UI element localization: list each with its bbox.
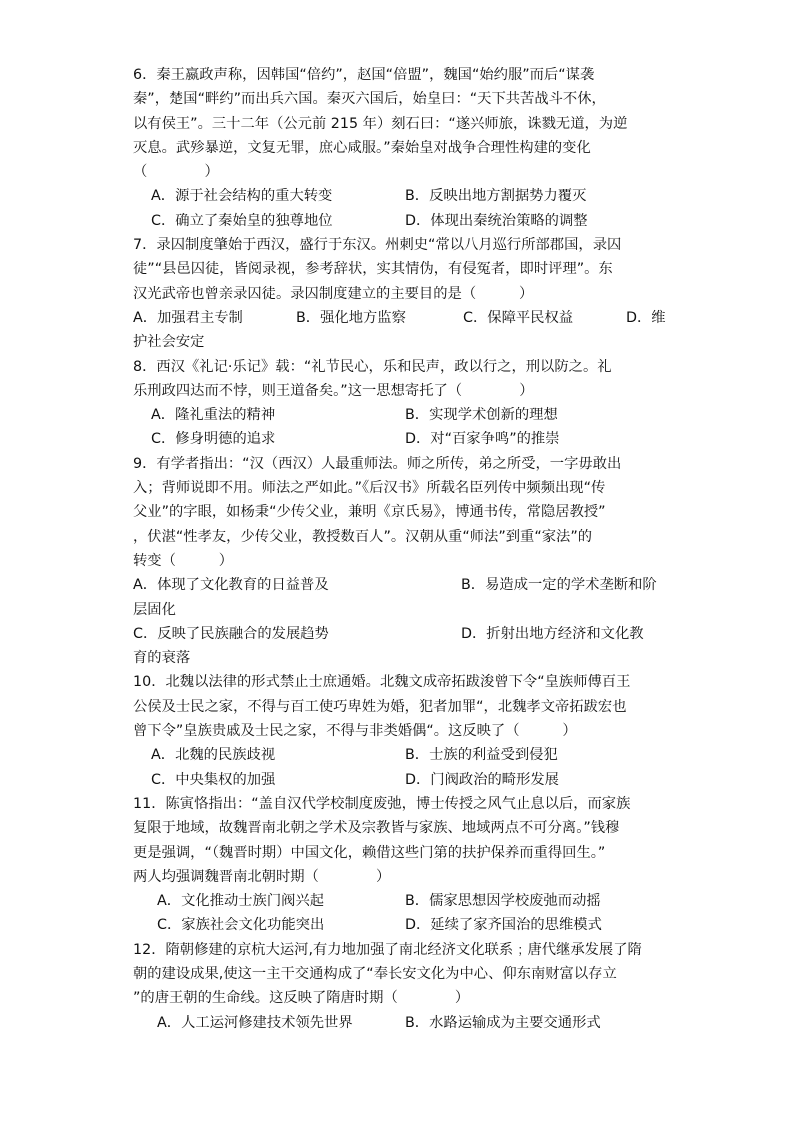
question-text-line: 9．有学者指出：“汉（西汉）人最重师法。师之所传，弟之所受，一字毋敢出 — [133, 455, 622, 472]
options-row — [133, 427, 673, 451]
question-text-line: ”的唐王朝的生命线。这反映了隋唐时期（ ） — [133, 990, 470, 1007]
option-c: C．家族社会文化功能突出 — [157, 917, 325, 934]
options-row — [133, 622, 673, 646]
option-d-wrap: 护社会安定 — [133, 334, 205, 351]
option-c: C．确立了秦始皇的独尊地位 — [151, 212, 333, 229]
options-row — [133, 913, 673, 937]
question-text-line: 6．秦王嬴政声称，因韩国“倍约”，赵国“倍盟”，魏国“始约服”而后“谋袭 — [133, 67, 595, 83]
question-text-line: 两人均强调魏晋南北朝时期（ ） — [133, 868, 391, 885]
option-d-wrap: 育的衰落 — [133, 650, 191, 667]
option-a: A．体现了文化教育的日益普及 — [133, 577, 329, 594]
question-11 — [133, 792, 673, 938]
option-c: C．保障平民权益 — [463, 309, 574, 326]
question-10 — [133, 670, 673, 791]
question-text-line: 复限于地域，故魏晋南北朝之学术及宗教皆与家族、地域两点不可分离。”钱穆 — [133, 820, 620, 837]
question-9 — [133, 452, 673, 671]
question-text-line: 8．西汉《礼记·乐记》载：“礼节民心，乐和民声，政以行之，刑以防之。礼 — [133, 358, 612, 375]
question-text-line: 转变（ ） — [133, 552, 234, 569]
question-text-line: 10．北魏以法律的形式禁止士庶通婚。北魏文成帝拓跋浚曾下令“皇族师傅百王 — [133, 674, 631, 691]
option-a: A．文化推动士族门阀兴起 — [157, 893, 325, 910]
option-a: A．人工运河修建技术领先世界 — [157, 1014, 353, 1031]
answer-blank: （ ） — [133, 164, 219, 181]
question-text-line: 徒”“县邑囚徒，皆阅录视，参考辞状，实其情伪，有侵冤者，即时评理”。东 — [133, 261, 613, 278]
option-d: D．延续了家齐国治的思维模式 — [405, 917, 602, 934]
question-text-line: 7．录囚制度肇始于西汉，盛行于东汉。州刺史“常以八月巡行所部郡国，录囚 — [133, 237, 622, 254]
option-b: B．儒家思想因学校废弛而动摇 — [405, 893, 601, 910]
question-text-line: 公侯及士民之家，不得与百工使巧卑姓为婚，犯者加罪“，北魏孝文帝拓跋宏也 — [133, 698, 627, 715]
question-text-line: 入；背师说即不用。师法之严如此。”《后汉书》所载名臣列传中频频出现“传 — [133, 480, 606, 497]
option-b: B．反映出地方割据势力覆灭 — [405, 188, 587, 205]
options-row — [133, 743, 673, 767]
question-8 — [133, 355, 673, 452]
option-a: A．加强君主专制 — [133, 309, 243, 326]
question-6 — [133, 63, 673, 233]
question-12 — [133, 938, 673, 1035]
option-a: A．隆礼重法的精神 — [151, 407, 276, 424]
question-text-line: 以有侯王”。三十二年（公元前 215 年）刻石曰：“遂兴师旅，诛戮无道，为逆 — [133, 115, 628, 132]
question-text-line: 父业”的字眼，如杨秉“少传父业，兼明《京氏易》，博通书传，常隐居教授” — [133, 504, 606, 521]
option-d: D．体现出秦统治策略的调整 — [405, 212, 588, 229]
exam-page — [133, 63, 673, 1035]
option-b-wrap: 层固化 — [133, 601, 176, 618]
option-b: B．实现学术创新的理想 — [405, 407, 558, 424]
option-a: A．源于社会结构的重大转变 — [151, 188, 333, 205]
options-row — [133, 768, 673, 792]
options-row — [133, 209, 673, 233]
options-row — [133, 184, 673, 208]
options-row — [133, 573, 673, 597]
question-text-line: 曾下令”皇族贵戚及士民之家，不得与非类婚偶“。这反映了（ ） — [133, 723, 577, 740]
question-text-line: 汉光武帝也曾亲录囚徒。录囚制度建立的主要目的是（ ） — [133, 285, 534, 302]
options-row — [133, 306, 673, 330]
option-d: D．折射出地方经济和文化教 — [461, 625, 644, 642]
question-text-line: 朝的建设成果,使这一主干交通构成了“奉长安文化为中心、仰东南财富以存立 — [133, 965, 617, 982]
question-text-line: 更是强调，“（魏晋时期）中国文化，赖借这些门第的扶护保养而重得回生。” — [133, 844, 606, 861]
question-text-line: 11．陈寅恪指出：“盖自汉代学校制度废弛，博士传授之风气止息以后，而家族 — [133, 795, 631, 812]
option-d: D．对“百家争鸣”的推崇 — [405, 431, 560, 448]
option-a: A．北魏的民族歧视 — [151, 747, 276, 764]
option-d: D．维 — [626, 309, 666, 326]
option-b: B．士族的利益受到侵犯 — [405, 747, 558, 764]
option-c: C．反映了民族融合的发展趋势 — [133, 625, 329, 642]
question-text-line: 12．隋朝修建的京杭大运河,有力地加强了南北经济文化联系﹔唐代继承发展了隋 — [133, 941, 642, 958]
options-row — [133, 1011, 673, 1035]
option-b: B．强化地方监察 — [296, 309, 406, 326]
option-c: C．修身明德的追求 — [151, 431, 276, 448]
options-row — [133, 889, 673, 913]
option-d: D．门阀政治的畸形发展 — [405, 771, 559, 788]
question-text-line: ，伏湛“性孝友，少传父业，教授数百人”。汉朝从重“师法”到重“家法”的 — [133, 528, 593, 545]
option-b: B．水路运输成为主要交通形式 — [405, 1014, 601, 1031]
question-text-line: 灭息。武殄暴逆，文复无罪，庶心咸服。”秦始皇对战争合理性构建的变化 — [133, 139, 591, 156]
option-c: C．中央集权的加强 — [151, 771, 276, 788]
options-row — [133, 403, 673, 427]
question-7 — [133, 233, 673, 354]
option-b: B．易造成一定的学术垄断和阶 — [461, 577, 657, 594]
question-text-line: 乐刑政四达而不悖，则王道备矣。”这一思想寄托了（ ） — [133, 382, 534, 399]
question-text-line: 秦”，楚国“畔约”而出兵六国。秦灭六国后，始皇曰：“天下共苦战斗不休， — [133, 91, 606, 108]
